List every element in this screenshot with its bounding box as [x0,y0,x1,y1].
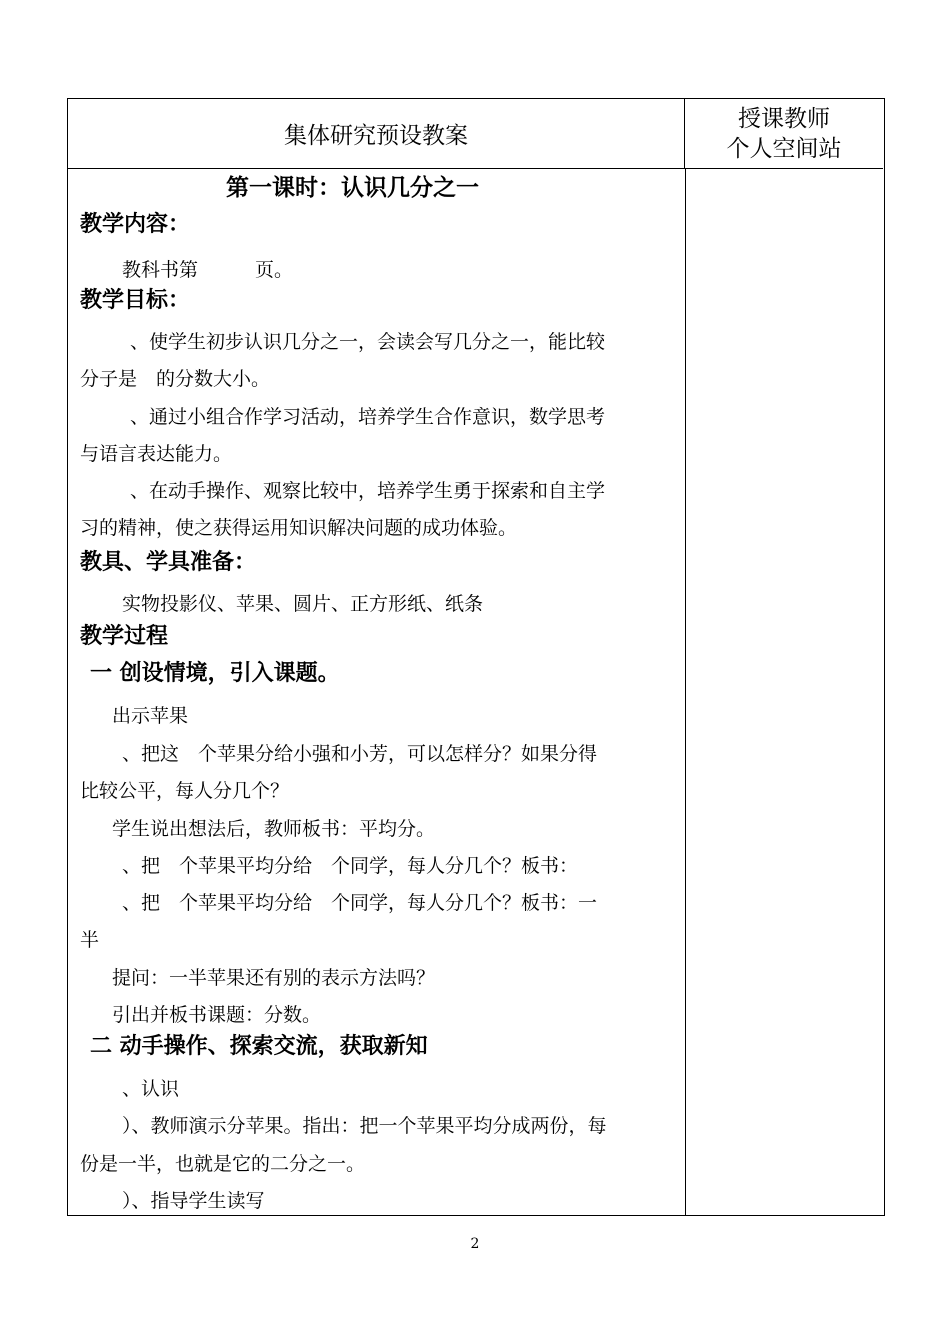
table-header-title [68,99,685,169]
process-line-5b: 半 [80,929,100,951]
process-line-3: 学生说出想法后，教师板书：平均分。 [112,818,436,840]
goal-3-line-2: 习的精神，使之获得运用知识解决问题的成功体验。 [80,517,518,539]
lesson-plan-table [67,98,885,1216]
process-line-1: 出示苹果 [112,705,189,727]
plan-title: 集体研究预设教案 [284,123,468,149]
lesson-title: 第一课时：认识几分之一 [226,175,479,201]
process-line-8: 、认识 [122,1078,180,1100]
process-line-2a: 、把这 个苹果分给小强和小芳，可以怎样分？如果分得 [122,743,598,765]
section-heading-tools: 教具、学具准备： [80,550,257,575]
section-heading-goals: 教学目标： [80,288,191,313]
table-header-side [685,99,883,169]
process-line-5a: 、把 个苹果平均分给 个同学，每人分几个？板书：一 [122,892,598,914]
side-title-line2: 个人空间站 [726,135,842,162]
tools-text: 实物投影仪、苹果、圆片、正方形纸、纸条 [122,593,484,615]
process-line-7: 引出并板书课题：分数。 [112,1004,322,1026]
process-line-10: ）、指导学生读写 [122,1190,265,1212]
section-heading-process: 教学过程 [80,624,169,649]
process-line-2b: 比较公平，每人分几个？ [80,780,290,802]
goal-1-line-1: 、使学生初步认识几分之一，会读会写几分之一，能比较 [130,331,606,353]
process-line-6: 提问：一半苹果还有别的表示方法吗？ [112,967,436,989]
goal-2-line-2: 与语言表达能力。 [80,443,233,465]
process-line-9a: ）、教师演示分苹果。指出：把一个苹果平均分成两份，每 [122,1115,607,1137]
goal-3-line-1: 、在动手操作、观察比较中，培养学生勇于探索和自主学 [130,480,606,502]
goal-2-line-1: 、通过小组合作学习活动，培养学生合作意识，数学思考 [130,406,606,428]
process-line-4: 、把 个苹果平均分给 个同学，每人分几个？板书： [122,855,579,877]
step-1-heading: 一 创设情境，引入课题。 [90,661,340,686]
column-divider [685,169,686,1215]
section-heading-content: 教学内容： [80,212,191,237]
content-text: 教科书第 页。 [122,259,294,281]
page-number: 2 [470,1236,480,1252]
step-2-heading: 二 动手操作、探索交流，获取新知 [90,1034,428,1059]
side-title-line1: 授课教师 [738,105,830,132]
process-line-9b: 份是一半，也就是它的二分之一。 [80,1153,366,1175]
goal-1-line-2: 分子是 的分数大小。 [80,368,271,390]
